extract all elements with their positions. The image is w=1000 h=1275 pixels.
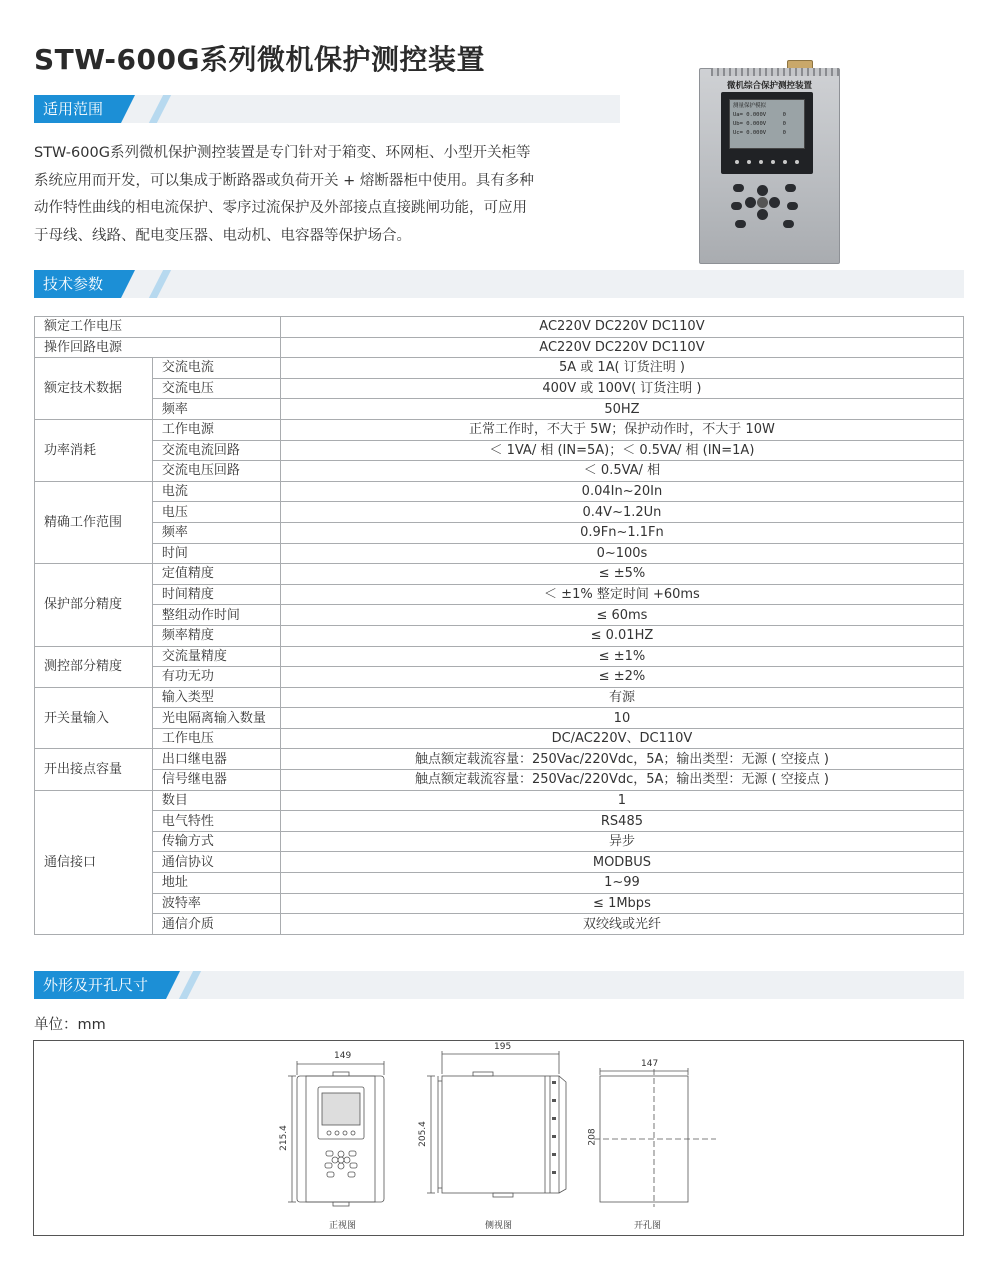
product-image xyxy=(699,60,840,264)
side-view-drawing xyxy=(427,1051,566,1197)
table-cell-value: AC220V DC220V DC110V xyxy=(280,317,963,338)
table-cell-item: 出口继电器 xyxy=(152,749,280,770)
table-cell-item: 电压 xyxy=(152,502,280,523)
table-row xyxy=(35,584,964,605)
device-down-key-icon xyxy=(757,209,768,220)
table-group-label: 功率消耗 xyxy=(35,419,153,481)
device-led xyxy=(795,160,799,164)
table-row xyxy=(35,440,964,461)
table-row xyxy=(35,358,964,379)
table-row xyxy=(35,337,964,358)
table-cell-item: 通信协议 xyxy=(152,852,280,873)
specs-table xyxy=(34,316,964,935)
device-key-icon xyxy=(731,202,742,210)
intro-paragraph xyxy=(34,140,594,250)
table-cell-value: 0.4V~1.2Un xyxy=(280,502,963,523)
device-key-icon xyxy=(785,184,796,192)
section-header-params xyxy=(34,270,964,298)
table-cell-value: ＜ 0.5VA/ 相 xyxy=(280,461,963,482)
table-row xyxy=(35,831,964,852)
table-cell-item: 时间 xyxy=(152,543,280,564)
device-left-key-icon xyxy=(745,197,756,208)
device-key-icon xyxy=(733,184,744,192)
table-row xyxy=(35,317,964,338)
table-cell-value: 5A 或 1A( 订货注明 ) xyxy=(280,358,963,379)
page-title: STW-600G系列微机保护测控装置 xyxy=(34,43,485,76)
table-cell-item: 信号继电器 xyxy=(152,770,280,791)
table-row xyxy=(35,667,964,688)
table-cell-item: 时间精度 xyxy=(152,584,280,605)
table-cell-item: 通信介质 xyxy=(152,914,280,935)
table-group-label: 开关量输入 xyxy=(35,687,153,749)
unit-label: 单位：mm xyxy=(34,1017,106,1033)
table-cell-item: 频率 xyxy=(152,522,280,543)
table-cell-item: 电流 xyxy=(152,481,280,502)
cutout-width-label: 147 xyxy=(641,1059,659,1069)
table-group-label: 测控部分精度 xyxy=(35,646,153,687)
cutout-view-drawing xyxy=(594,1068,716,1207)
drawings-svg xyxy=(34,1041,963,1235)
table-row xyxy=(35,873,964,894)
side-view-connectors xyxy=(552,1081,556,1174)
table-cell-value: ≤ 60ms xyxy=(280,605,963,626)
table-row xyxy=(35,543,964,564)
table-cell-value: 双绞线或光纤 xyxy=(280,914,963,935)
table-row xyxy=(35,728,964,749)
section-header-dimensions xyxy=(34,971,964,999)
table-cell-value: ≤ ±1% xyxy=(280,646,963,667)
table-row xyxy=(35,522,964,543)
table-row xyxy=(35,914,964,935)
table-cell-value: 1~99 xyxy=(280,873,963,894)
side-view-height-label: 205.4 xyxy=(417,1121,428,1147)
table-row xyxy=(35,852,964,873)
table-row xyxy=(35,605,964,626)
table-row-label: 额定工作电压 xyxy=(35,317,281,338)
table-cell-value: DC/AC220V、DC110V xyxy=(280,728,963,749)
table-cell-value: AC220V DC220V DC110V xyxy=(280,337,963,358)
table-group-label: 精确工作范围 xyxy=(35,481,153,563)
front-view-drawing xyxy=(288,1061,384,1206)
table-cell-item: 交流电流 xyxy=(152,358,280,379)
table-cell-value: 异步 xyxy=(280,831,963,852)
table-cell-item: 交流电流回路 xyxy=(152,440,280,461)
side-view-width-label: 195 xyxy=(494,1042,512,1052)
device-vent xyxy=(711,68,839,76)
table-cell-value: ≤ ±5% xyxy=(280,564,963,585)
device-up-key-icon xyxy=(757,185,768,196)
table-cell-value: 0~100s xyxy=(280,543,963,564)
table-cell-value: 有源 xyxy=(280,687,963,708)
table-cell-item: 传输方式 xyxy=(152,831,280,852)
side-view-caption: 侧视图 xyxy=(485,1221,513,1231)
table-cell-item: 工作电源 xyxy=(152,419,280,440)
table-cell-value: ≤ 1Mbps xyxy=(280,893,963,914)
table-row xyxy=(35,399,964,420)
table-cell-item: 频率 xyxy=(152,399,280,420)
device-label: 微机综合保护测控装置 xyxy=(726,81,812,91)
device-screen-line: 测量保护模拟 xyxy=(733,103,767,109)
table-row xyxy=(35,564,964,585)
table-group-label: 开出接点容量 xyxy=(35,749,153,790)
table-row xyxy=(35,687,964,708)
table-cell-value: MODBUS xyxy=(280,852,963,873)
section-title-scope: 适用范围 xyxy=(34,95,121,123)
table-row xyxy=(35,502,964,523)
table-cell-item: 波特率 xyxy=(152,893,280,914)
section-title-params: 技术参数 xyxy=(34,270,121,298)
device-screen-line: Ub= 0.000V 0 xyxy=(733,121,786,127)
table-cell-item: 地址 xyxy=(152,873,280,894)
table-cell-item: 交流量精度 xyxy=(152,646,280,667)
table-row xyxy=(35,893,964,914)
device-enter-key-icon xyxy=(757,197,768,208)
device-led xyxy=(771,160,775,164)
cutout-height-label: 208 xyxy=(587,1128,598,1146)
table-cell-item: 整组动作时间 xyxy=(152,605,280,626)
section-title-dimensions: 外形及开孔尺寸 xyxy=(34,971,166,999)
table-group-label: 额定技术数据 xyxy=(35,358,153,420)
device-led xyxy=(747,160,751,164)
cutout-caption: 开孔图 xyxy=(634,1221,662,1231)
table-cell-value: 0.04In~20In xyxy=(280,481,963,502)
device-right-key-icon xyxy=(769,197,780,208)
front-view-caption: 正视图 xyxy=(329,1221,357,1231)
table-cell-item: 交流电压回路 xyxy=(152,461,280,482)
table-row xyxy=(35,625,964,646)
table-cell-value: ≤ ±2% xyxy=(280,667,963,688)
device-screen-line: Uc= 0.000V 0 xyxy=(733,130,786,136)
section-header-scope xyxy=(34,95,620,123)
table-cell-item: 数目 xyxy=(152,790,280,811)
table-row xyxy=(35,378,964,399)
table-cell-item: 工作电压 xyxy=(152,728,280,749)
table-cell-value: 10 xyxy=(280,708,963,729)
device-screen xyxy=(729,99,805,149)
device-led xyxy=(735,160,739,164)
device-led xyxy=(759,160,763,164)
table-cell-item: 定值精度 xyxy=(152,564,280,585)
table-row xyxy=(35,790,964,811)
dimension-drawings xyxy=(33,1040,964,1236)
table-cell-item: 光电隔离输入数量 xyxy=(152,708,280,729)
table-cell-value: 正常工作时，不大于 5W；保护动作时，不大于 10W xyxy=(280,419,963,440)
table-cell-value: 400V 或 100V( 订货注明 ) xyxy=(280,378,963,399)
table-group-label: 通信接口 xyxy=(35,790,153,934)
device-key-icon xyxy=(787,202,798,210)
intro-line: 动作特性曲线的相电流保护、零序过流保护及外部接点直接跳闸功能，可应用 xyxy=(34,200,527,216)
table-cell-value: 0.9Fn~1.1Fn xyxy=(280,522,963,543)
table-row xyxy=(35,481,964,502)
table-cell-item: 输入类型 xyxy=(152,687,280,708)
table-row-label: 操作回路电源 xyxy=(35,337,281,358)
device-led xyxy=(783,160,787,164)
table-row xyxy=(35,646,964,667)
table-group-label: 保护部分精度 xyxy=(35,564,153,646)
table-row xyxy=(35,770,964,791)
device-key-icon xyxy=(783,220,794,228)
table-cell-item: 交流电压 xyxy=(152,378,280,399)
section-stripe-decoration xyxy=(179,971,201,999)
table-row xyxy=(35,708,964,729)
section-stripe-decoration xyxy=(149,270,171,298)
table-cell-item: 电气特性 xyxy=(152,811,280,832)
table-row xyxy=(35,461,964,482)
intro-line: 于母线、线路、配电变压器、电动机、电容器等保护场合。 xyxy=(34,227,411,244)
table-cell-value: 触点额定载流容量：250Vac/220Vdc，5A；输出类型：无源 ( 空接点 ) xyxy=(280,770,963,791)
section-stripe-decoration xyxy=(149,95,171,123)
table-cell-value: ≤ 0.01HZ xyxy=(280,625,963,646)
table-cell-item: 有功无功 xyxy=(152,667,280,688)
table-cell-value: 50HZ xyxy=(280,399,963,420)
device-key-icon xyxy=(735,220,746,228)
table-cell-value: RS485 xyxy=(280,811,963,832)
front-view-height-label: 215.4 xyxy=(278,1125,289,1151)
intro-line: STW-600G系列微机保护测控装置是专门针对于箱变、环网柜、小型开关柜等 xyxy=(34,145,531,161)
table-cell-value: 触点额定载流容量：250Vac/220Vdc，5A；输出类型：无源 ( 空接点 ) xyxy=(280,749,963,770)
intro-line: 系统应用而开发，可以集成于断路器或负荷开关 + 熔断器柜中使用。具有多种 xyxy=(34,172,534,189)
device-screen-line: Ua= 0.000V 0 xyxy=(733,112,786,118)
table-row xyxy=(35,419,964,440)
table-row xyxy=(35,811,964,832)
table-row xyxy=(35,749,964,770)
table-cell-value: ＜ ±1% 整定时间 +60ms xyxy=(280,584,963,605)
table-cell-item: 频率精度 xyxy=(152,625,280,646)
table-cell-value: ＜ 1VA/ 相 (IN=5A)；＜ 0.5VA/ 相 (IN=1A) xyxy=(280,440,963,461)
front-view-width-label: 149 xyxy=(334,1051,352,1061)
table-cell-value: 1 xyxy=(280,790,963,811)
